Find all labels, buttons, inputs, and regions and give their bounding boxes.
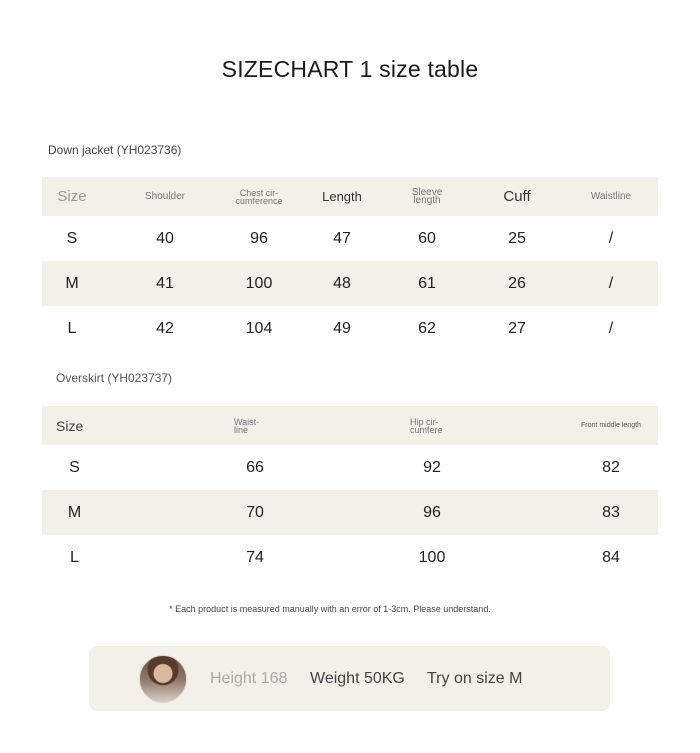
size-cell: L [70,548,79,566]
table-header-row [42,406,658,445]
header-length: Length [322,189,362,204]
waist-cell: 70 [246,503,264,521]
header-cuff: Cuff [503,188,531,205]
length-cell: 48 [333,274,351,292]
model-info-card [89,646,610,711]
hip-cell: 100 [418,548,446,566]
model-try-on-size: Try on size M [427,669,523,687]
table-row [42,535,658,580]
model-avatar [139,655,187,703]
table-header-row [42,177,658,216]
front-middle-cell: 83 [602,503,620,521]
table-row [42,306,658,351]
header-size: Size [56,417,84,434]
hip-cell: 92 [423,458,441,476]
overskirt-table [42,406,658,580]
hip-cell: 96 [423,503,441,521]
page-title: SIZECHART 1 size table [221,56,479,82]
length-cell: 47 [333,229,351,247]
waistline-cell: / [608,319,614,337]
header-sleeve-line2: length [413,194,441,206]
sleeve-cell: 62 [418,319,436,337]
front-middle-cell: 84 [602,548,620,566]
measurement-note: * Each product is measured manually with an error of 1-3cm. Please understand. [169,604,491,614]
chest-cell: 104 [245,319,273,337]
size-cell: M [65,274,79,292]
header-waist-line1: Waist- [234,416,260,427]
header-chest-circumference [224,177,294,216]
header-sleeve-line1: Sleeve [411,186,443,198]
overskirt-label: Overskirt (YH023737) [56,371,173,385]
header-hip-circumference [410,406,454,445]
waist-cell: 66 [246,458,264,476]
model-height: Height 168 [210,669,288,687]
table-row [42,445,658,490]
header-chest-line1: Chest cir- [239,187,279,198]
waistline-cell: / [608,229,614,247]
header-front-middle-length: Front middle length [581,421,641,429]
shoulder-cell: 40 [156,229,174,247]
down-jacket-table [42,177,658,351]
chest-cell: 100 [245,274,273,292]
cuff-cell: 27 [508,319,526,337]
header-waistline [234,406,278,445]
shoulder-cell: 41 [156,274,174,292]
header-size: Size [57,188,87,205]
header-waistline: Waistline [590,190,632,202]
size-cell: S [69,458,80,476]
sleeve-cell: 60 [418,229,436,247]
header-shoulder: Shoulder [144,190,186,202]
table-row [42,490,658,535]
size-cell: M [67,503,82,521]
sleeve-cell: 61 [418,274,436,292]
down-jacket-label: Down jacket (YH023736) [48,143,182,157]
waistline-cell: / [608,274,614,292]
header-sleeve-length [399,177,455,216]
header-waist-line2: line [234,424,249,435]
size-cell: L [67,319,77,337]
front-middle-cell: 82 [602,458,620,476]
header-hip-line1: Hip cir- [410,416,439,427]
waist-cell: 74 [246,548,264,566]
table-row [42,216,658,261]
header-hip-line2: cumfere [410,424,443,435]
cuff-cell: 25 [508,229,526,247]
header-chest-line2: cumference [235,195,283,206]
cuff-cell: 26 [508,274,526,292]
chest-cell: 96 [250,229,268,247]
size-cell: S [66,229,78,247]
shoulder-cell: 42 [156,319,174,337]
table-row [42,261,658,306]
length-cell: 49 [333,319,351,337]
model-weight: Weight 50KG [310,669,405,687]
